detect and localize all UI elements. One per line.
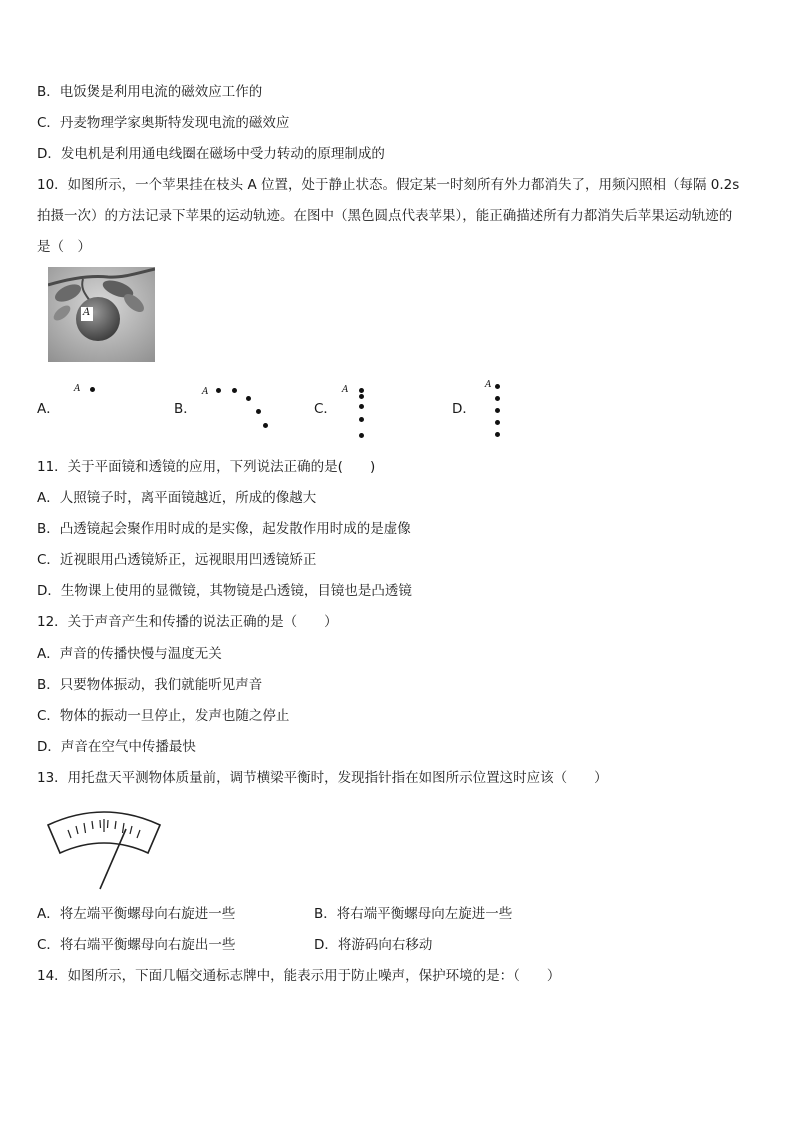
q14-stem: 14．如图所示，下面几幅交通标志牌中，能表示用于防止噪声，保护环境的是：（ ） bbox=[37, 968, 561, 984]
balance-dial-icon bbox=[44, 805, 164, 893]
apple-dot bbox=[495, 408, 500, 413]
trajectory-c-label: A bbox=[342, 385, 349, 395]
apple-dot bbox=[232, 388, 237, 393]
q10-option-a: A． bbox=[37, 401, 60, 417]
apple-dot bbox=[359, 388, 364, 393]
apple-dot bbox=[495, 384, 500, 389]
apple-dot bbox=[246, 396, 251, 401]
q10-stem-line-1: 10．如图所示，一个苹果挂在枝头 A 位置，处于静止状态。假定某一时刻所有外力都消失了，用频闪照相（每隔 0.2s bbox=[37, 177, 740, 193]
q9-option-b: B．电饭煲是利用电流的磁效应工作的 bbox=[37, 84, 263, 100]
q11-option-b: B．凸透镜起会聚作用时成的是实像，起发散作用时成的是虚像 bbox=[37, 521, 411, 537]
apple-dot bbox=[495, 420, 500, 425]
q9-option-c: C．丹麦物理学家奥斯特发现电流的磁效应 bbox=[37, 115, 290, 131]
q13-option-c: C．将右端平衡螺母向右旋出一些 bbox=[37, 937, 236, 953]
apple-branch-image bbox=[48, 267, 155, 362]
q12-option-d: D．声音在空气中传播最快 bbox=[37, 739, 196, 755]
apple-dot bbox=[256, 409, 261, 414]
q11-stem: 11．关于平面镜和透镜的应用，下列说法正确的是( ) bbox=[37, 459, 376, 475]
apple-dot bbox=[90, 387, 95, 392]
apple-dot bbox=[359, 404, 364, 409]
q10-option-d: D． bbox=[452, 401, 476, 417]
q11-option-d: D．生物课上使用的显微镜，其物镜是凸透镜，目镜也是凸透镜 bbox=[37, 583, 412, 599]
q10-stem-line-3: 是（ ） bbox=[37, 239, 91, 255]
balance-scale-pointer-figure bbox=[44, 805, 164, 893]
apple-dot bbox=[359, 417, 364, 422]
trajectory-b bbox=[202, 383, 272, 433]
trajectory-d-label: A bbox=[485, 380, 492, 390]
q12-option-a: A．声音的传播快慢与温度无关 bbox=[37, 646, 222, 662]
q10-option-b: B． bbox=[174, 401, 197, 417]
trajectory-c bbox=[340, 383, 370, 441]
q10-stem-line-2: 拍摄一次）的方法记录下苹果的运动轨迹。在图中（黑色圆点代表苹果），能正确描述所有力都消失后苹果运动轨迹的 bbox=[37, 208, 733, 224]
apple-dot bbox=[359, 394, 364, 399]
apple-position-label: A bbox=[83, 307, 91, 318]
q11-option-c: C．近视眼用凸透镜矫正，远视眼用凹透镜矫正 bbox=[37, 552, 317, 568]
apple-dot bbox=[216, 388, 221, 393]
apple-dot bbox=[263, 423, 268, 428]
trajectory-d bbox=[482, 378, 512, 442]
apple-dot bbox=[495, 396, 500, 401]
q12-option-b: B．只要物体振动，我们就能听见声音 bbox=[37, 677, 263, 693]
q13-stem: 13．用托盘天平测物体质量前，调节横梁平衡时，发现指针指在如图所示位置这时应该（ ） bbox=[37, 770, 608, 786]
q12-option-c: C．物体的振动一旦停止，发声也随之停止 bbox=[37, 708, 290, 724]
q13-option-d: D．将游码向右移动 bbox=[314, 937, 433, 953]
apple-dot bbox=[495, 432, 500, 437]
q11-option-a: A．人照镜子时，离平面镜越近，所成的像越大 bbox=[37, 490, 317, 506]
trajectory-a bbox=[72, 383, 112, 403]
q13-option-b: B．将右端平衡螺母向左旋进一些 bbox=[314, 906, 513, 922]
q10-option-c: C． bbox=[314, 401, 337, 417]
trajectory-b-label: A bbox=[202, 387, 209, 397]
q9-option-d: D．发电机是利用通电线圈在磁场中受力转动的原理制成的 bbox=[37, 146, 385, 162]
apple-dot bbox=[359, 433, 364, 438]
trajectory-a-label: A bbox=[74, 384, 81, 394]
q12-stem: 12．关于声音产生和传播的说法正确的是（ ） bbox=[37, 614, 338, 630]
q13-option-a: A．将左端平衡螺母向右旋进一些 bbox=[37, 906, 236, 922]
apple-photo bbox=[48, 267, 155, 362]
